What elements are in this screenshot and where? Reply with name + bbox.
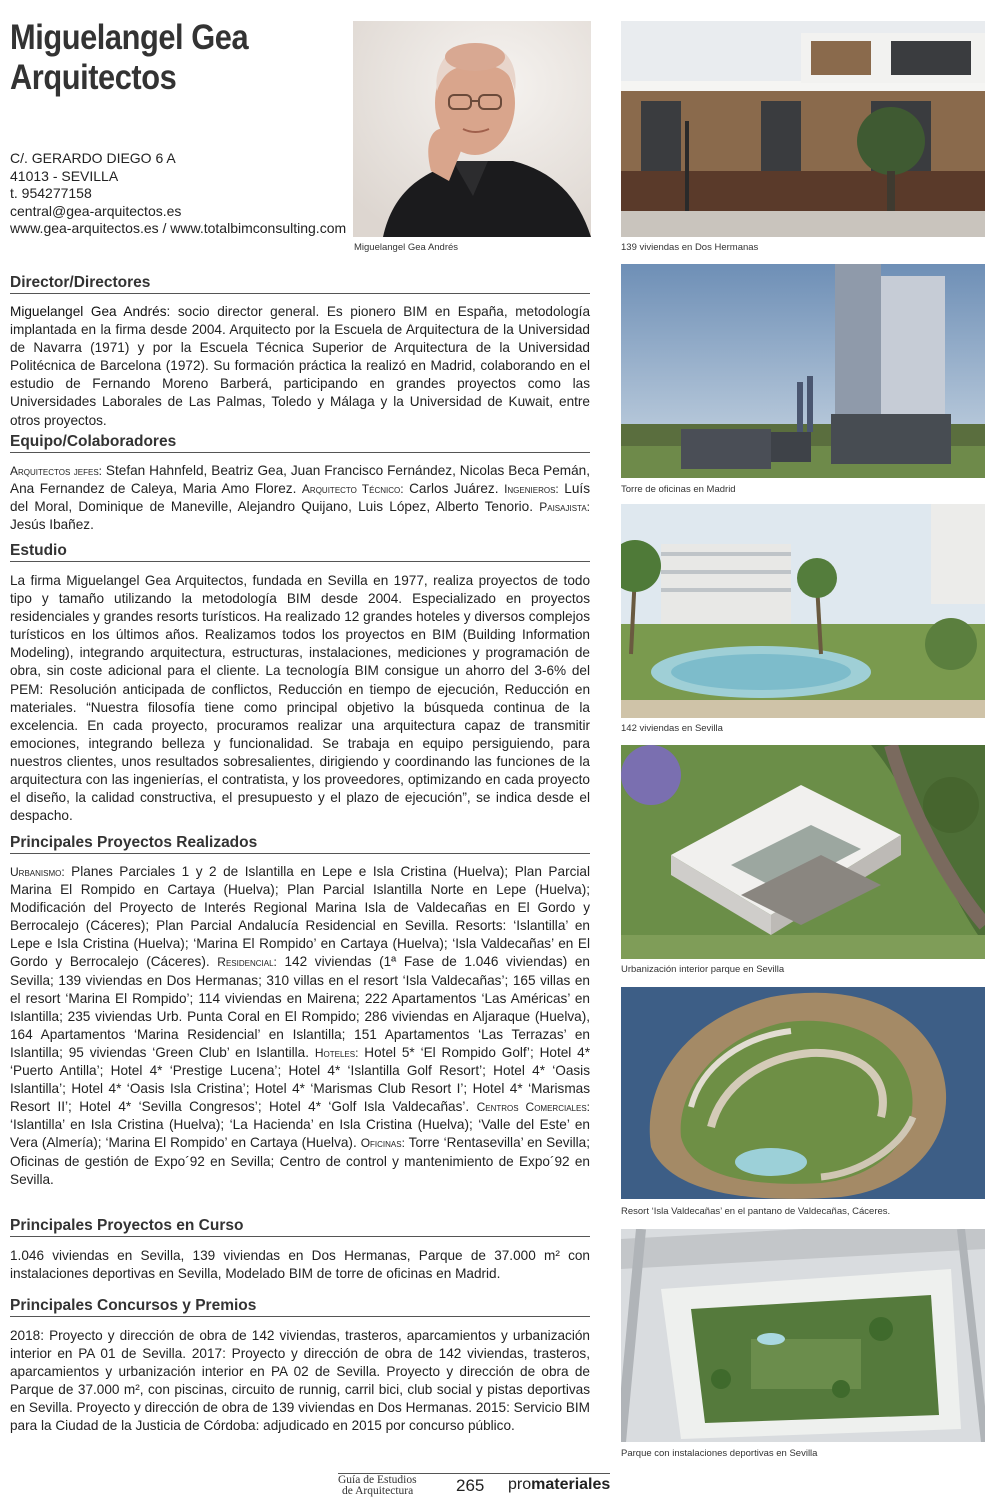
label-centros-comerciales: Centros Comerciales: xyxy=(476,1100,591,1115)
guide-line-2: de Arquitectura xyxy=(342,1485,414,1497)
estudio-text: La firma Miguelangel Gea Arquitectos, fundada en Sevilla en 1977, realiza proyectos de todo tipo y tamaño utilizando la metodología BIM desde 2004. Especializado en proyectos residenciales y grandes resorts turísticos. Ha realizado 12 grandes hoteles y diversos complejos turísticos en los últimos años. Realizamos todos los proyectos en BIM (Building Information Modeling), integrando arquitectura, estructuras, instalaciones, mediciones y programación de obra, sin coste adicional para el cliente. La tecnología BIM consigue un ahorro del 3-6% del PEM: Resolución anticipada de conflictos, Reducción en tiempo de ejecución, Reducción en materiales. “Nuestra filosofía tiene como principal objetivo la búsqueda continua de la excelencia. En cada proyecto, procuramos realizar una arquitectura capaz de transmitir emociones, integrando belleza y funcionalidad. Se trabaja en equipo persiguiendo, para nuestros clientes, unos resultados sobresalientes, dirigiendo y coordinando las funciones de la arquitectura con las ingenierías, el contratista, y los proveedores, optimizando en cada proyecto el diseño, la calidad constructiva, el presupuesto y el plazo de ejecución”, se indica desde el despacho. xyxy=(10,573,590,824)
page-number: 265 xyxy=(456,1476,485,1495)
urbanismo-text: Planes Parciales 1 y 2 de Islantilla en Lepe e Isla Cristina (Huelva); Plan Parcial Marina El Rompido en Cartaya (Huelva); Plan Parcial Islantilla Norte en Lepe (Huelva); Modificación del Proyecto de Interés Regional Marina Isla de Valdecañas en El Gordo y Berrocalejo (Cáceres); Plan Parcial Andalucía Residencial en Sevilla. Resorts: ‘Islantilla’ en Lepe e Isla Cristina (Huelva); ‘Marina El Rompido’ en Cartaya (Huelva); ‘Isla Valdecañas’ en El Gordo y Berrocalejo (Cáceres). xyxy=(10,864,590,970)
portrait-photo xyxy=(353,21,591,237)
brand-pre: pro xyxy=(508,1476,532,1493)
photo-caption-6: Parque con instalaciones deportivas en Sevilla xyxy=(621,1448,818,1459)
project-photo-torre-madrid xyxy=(621,264,985,478)
brand-logo xyxy=(508,1476,610,1494)
curso-text: 1.046 viviendas en Sevilla, 139 viviendas en Dos Hermanas, Parque de 37.000 m² con instalaciones deportivas en Sevilla, Modelado BIM de torre de oficinas en Madrid. xyxy=(10,1248,590,1282)
section-heading-estudio: Estudio xyxy=(10,542,590,562)
title-line-1: Miguelangel Gea xyxy=(10,18,249,57)
brand-bold: materiales xyxy=(531,1476,611,1493)
label-residencial: Residencial: xyxy=(217,955,277,970)
title-line-2: Arquitectos xyxy=(10,58,177,97)
label-urbanismo: Urbanismo: xyxy=(10,865,65,879)
section-heading-curso: Principales Proyectos en Curso xyxy=(10,1217,590,1237)
label-paisajista: Paisajista: xyxy=(539,500,590,515)
photo-caption-5: Resort ‘Isla Valdecañas’ en el pantano de Valdecañas, Cáceres. xyxy=(621,1206,891,1217)
project-photo-dos-hermanas xyxy=(621,21,985,237)
equipo-text xyxy=(10,462,590,534)
hoteles-text: Hotel 5* ‘El Rompido Golf’; Hotel 4* ‘Puerto Antilla’; Hotel 4* ‘Prestige Lucena’; Hotel 4* ‘Islantilla Golf Resort’; Hotel 4* ‘Oasis Islantilla’; Hotel 4* ‘Oasis Isla Cristina’; Hotel 4* ‘Marismas Club Resort I’; Hotel 4* ‘Marismas Resort II’; Hotel 4* ‘Sevilla Congresos’; Hotel 4* ‘Golf Isla Valdecañas’. xyxy=(10,1044,591,1115)
ingenieros-names: Luís del Moral, Dominique de Maneville, Alejandro Quijano, Luis López, Alberto Tenorio. xyxy=(10,481,590,515)
residencial-text: 142 viviendas (1ª Fase de 1.046 viviendas) en Sevilla; 139 viviendas en Dos Hermanas; 310 villas en el resort ‘Isla Valdecañas’; 165 villas en el resort ‘Marina El Rompido’; 114 viviendas en Mairena; 222 Apartamentos ‘Las Américas’ en Islantilla; 235 viviendas Urb. Punta Coral en El Rompido; 286 viviendas en Aljaraque (Huelva), 164 Apartamentos ‘Marina Residencial’ en Islantilla; 151 Apartamentos ‘Las Terrazas’ en Islantilla; 95 viviendas ‘Green Club’ en Islantilla. xyxy=(10,954,590,1060)
director-name: Miguelangel Gea Andrés xyxy=(10,304,167,319)
section-heading-equipo: Equipo/Colaboradores xyxy=(10,433,590,453)
label-oficinas: Oficinas: xyxy=(360,1136,405,1151)
tecnico-name: Carlos Juárez. xyxy=(403,481,505,497)
label-tecnico: Arquitecto Técnico: xyxy=(301,482,404,497)
phone: t. 954277158 xyxy=(10,185,92,201)
arquitectos-names: Stefan Hahnfeld, Beatriz Gea, Juan Francisco Fernández, Nicolas Beca Pemán, Ana Fernandez de Caleya, Maria Amo Florez. xyxy=(10,463,591,497)
photo-caption-3: 142 viviendas en Sevilla xyxy=(621,723,723,734)
oficinas-text: Torre ‘Rentasevilla’ en Sevilla; Oficinas de gestión de Expo´92 en Sevilla; Centro de control y mantenimiento de Expo´92 en Sevilla. xyxy=(10,1135,590,1187)
centros-text: ‘Islantilla’ en Isla Cristina (Huelva); ‘La Hacienda’ en Isla Cristina (Huelva); ‘Valle del Este’ en Vera (Almería); ‘Marina El Rompido’ en Cartaya (Huelva). xyxy=(10,1117,590,1151)
contact-block xyxy=(10,150,350,238)
guide-title xyxy=(338,1475,417,1497)
director-text xyxy=(10,303,590,430)
photo-caption-2: Torre de oficinas en Madrid xyxy=(621,484,736,495)
guide-line-1: Guía de Estudios xyxy=(338,1474,417,1486)
director-bio: : socio director general. Es pionero BIM en España, metodología implantada en la firma desde 2004. Arquitecto por la Escuela de Arquitectura de la Universidad de Navarra (1971) y por la Escuela Técnica Superior de Arquitectura de la Universidad Politécnica de Barcelona (1972). Su formación práctica la realizó en Madrid, colaborando en el estudio de Fernando Moreno Barberá, participando en grandes proyectos como las Universidades Laborales de Las Palmas, Toledo y Málaga y la Universidad de Kuwait, entre otros proyectos. xyxy=(10,304,591,428)
website-link[interactable]: www.gea-arquitectos.es / www.totalbimconsulting.com xyxy=(10,220,347,236)
realizados-text xyxy=(10,863,590,1189)
photo-caption-4: Urbanización interior parque en Sevilla xyxy=(621,964,785,975)
label-ingenieros: Ingenieros: xyxy=(504,482,559,497)
section-heading-premios: Principales Concursos y Premios xyxy=(10,1297,590,1317)
section-heading-realizados: Principales Proyectos Realizados xyxy=(10,834,590,854)
section-heading-director: Director/Directores xyxy=(10,274,590,294)
email-link[interactable]: central@gea-arquitectos.es xyxy=(10,202,182,219)
label-arquitectos: Arquitectos jefes: xyxy=(10,464,103,478)
project-photo-urbanizacion-parque xyxy=(621,745,985,959)
photo-caption-1: 139 viviendas en Dos Hermanas xyxy=(621,242,759,253)
premios-text: 2018: Proyecto y dirección de obra de 142 viviendas, trasteros, aparcamientos y urbanización interior en PA 01 de Sevilla. 2017: Proyecto y dirección de obra de 142 viviendas, trasteros, aparcamientos y urbanización interior en PA 02 de Sevilla. Proyecto y dirección de obra de Parque de 37.000 m², con piscinas, circuito de runnig, carril bici, club social y pistas deportivas en Sevilla. Proyecto y dirección de obra de 139 viviendas en Dos Hermanas. 2015: Servicio BIM para la Ciudad de la Justicia de Córdoba: adjudicado en 2015 por concurso público. xyxy=(10,1328,590,1434)
page-title xyxy=(10,18,300,98)
project-photo-isla-valdecanas xyxy=(621,987,985,1199)
paisajista-name: Jesús Ibañez. xyxy=(10,517,94,533)
address: C/. GERARDO DIEGO 6 A xyxy=(10,150,176,166)
project-photo-parque-deportivo xyxy=(621,1229,985,1442)
project-photo-142-viviendas xyxy=(621,504,985,718)
label-hoteles: Hoteles: xyxy=(314,1045,359,1060)
portrait-caption: Miguelangel Gea Andrés xyxy=(354,242,459,253)
city: 41013 - SEVILLA xyxy=(10,167,119,184)
